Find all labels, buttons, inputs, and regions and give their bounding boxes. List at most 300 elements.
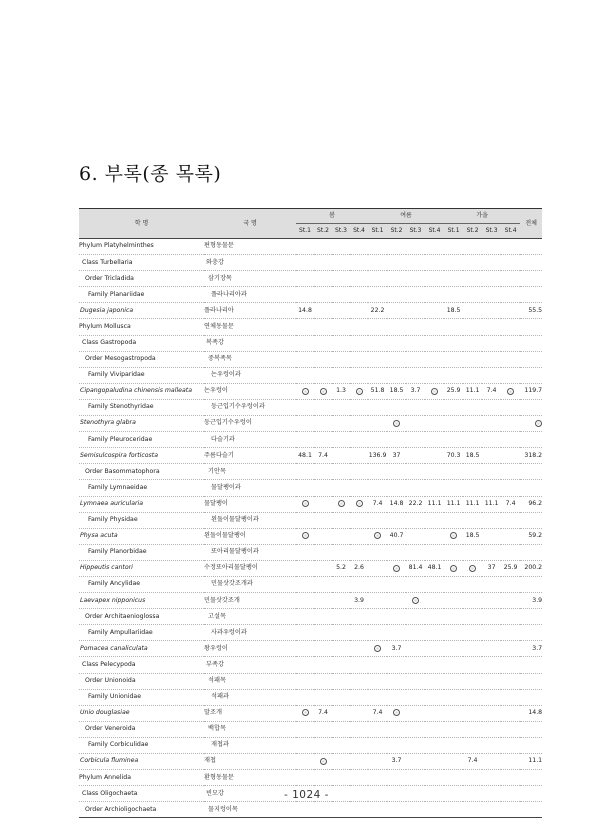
- station-value: [332, 641, 350, 657]
- taxon-row: [79, 432, 542, 448]
- station-value: [501, 705, 520, 721]
- station-value: [350, 754, 368, 770]
- total-value: [520, 239, 542, 255]
- station-value: [314, 383, 332, 399]
- station-value: [332, 657, 350, 673]
- station-value: [406, 399, 425, 415]
- station-value: [350, 737, 368, 753]
- header-station: St.4: [425, 224, 444, 239]
- total-value: [520, 737, 542, 753]
- station-value: [332, 673, 350, 689]
- station-value: [482, 544, 501, 560]
- header-scientific-name: 학 명: [79, 209, 204, 239]
- station-value: [296, 271, 314, 287]
- station-value: 18.5: [463, 528, 482, 544]
- korean-name: 와충강: [204, 255, 296, 271]
- station-value: 7.4: [368, 496, 387, 512]
- station-value: [387, 416, 406, 432]
- station-value: [463, 625, 482, 641]
- station-value: [463, 641, 482, 657]
- header-station: St.1: [296, 224, 314, 239]
- station-value: 25.9: [501, 560, 520, 576]
- station-value: [387, 319, 406, 335]
- station-value: [368, 593, 387, 609]
- station-value: [314, 737, 332, 753]
- station-value: 70.3: [444, 448, 463, 464]
- station-value: [368, 512, 387, 528]
- taxon-row: [79, 464, 542, 480]
- station-value: [406, 528, 425, 544]
- total-value: [520, 367, 542, 383]
- korean-name: 백합목: [204, 721, 296, 737]
- station-value: [425, 464, 444, 480]
- station-value: [350, 528, 368, 544]
- station-value: [296, 480, 314, 496]
- station-value: 11.1: [482, 496, 501, 512]
- taxon-row: [79, 673, 542, 689]
- presence-marker-icon: [393, 420, 400, 427]
- total-value: 14.8: [520, 705, 542, 721]
- station-value: [406, 480, 425, 496]
- scientific-name: Phylum Annelida: [79, 770, 204, 786]
- station-value: [368, 480, 387, 496]
- station-value: [350, 512, 368, 528]
- station-value: [314, 544, 332, 560]
- taxon-row: [79, 737, 542, 753]
- total-value: 11.1: [520, 754, 542, 770]
- scientific-name: Phylum Mollusca: [79, 319, 204, 335]
- station-value: [314, 593, 332, 609]
- station-value: [296, 560, 314, 576]
- station-value: [463, 673, 482, 689]
- total-value: [520, 480, 542, 496]
- station-value: [425, 625, 444, 641]
- korean-name: 중복족목: [204, 351, 296, 367]
- station-value: [314, 464, 332, 480]
- scientific-name: Dugesia japonica: [79, 303, 204, 319]
- station-value: [387, 255, 406, 271]
- station-value: [425, 287, 444, 303]
- total-value: [520, 399, 542, 415]
- station-value: [368, 271, 387, 287]
- station-value: [332, 351, 350, 367]
- station-value: [350, 689, 368, 705]
- korean-name: 석패목: [204, 673, 296, 689]
- total-value: 3.7: [520, 641, 542, 657]
- station-value: [482, 802, 501, 818]
- station-value: [332, 754, 350, 770]
- scientific-name: Stenothyra glabra: [79, 416, 204, 432]
- station-value: [296, 721, 314, 737]
- scientific-name: Lymnaea auricularia: [79, 496, 204, 512]
- station-value: [406, 367, 425, 383]
- station-value: 40.7: [387, 528, 406, 544]
- station-value: [314, 673, 332, 689]
- station-value: [501, 416, 520, 432]
- station-value: [425, 367, 444, 383]
- station-value: [350, 239, 368, 255]
- station-value: [444, 432, 463, 448]
- section-title: 6. 부록(종 목록): [79, 163, 222, 185]
- station-value: [368, 255, 387, 271]
- station-value: [482, 609, 501, 625]
- station-value: [425, 754, 444, 770]
- station-value: [444, 593, 463, 609]
- station-value: 136.9: [368, 448, 387, 464]
- station-value: [406, 593, 425, 609]
- station-value: 22.2: [406, 496, 425, 512]
- station-value: [296, 641, 314, 657]
- station-value: [296, 464, 314, 480]
- station-value: [406, 448, 425, 464]
- station-value: [368, 544, 387, 560]
- station-value: 11.1: [463, 496, 482, 512]
- station-value: [296, 239, 314, 255]
- station-value: [314, 721, 332, 737]
- station-value: [444, 754, 463, 770]
- presence-marker-icon: [393, 565, 400, 572]
- station-value: [350, 464, 368, 480]
- station-value: 48.1: [425, 560, 444, 576]
- station-value: [463, 609, 482, 625]
- scientific-name: Order Architaenioglossa: [79, 609, 204, 625]
- station-value: [296, 625, 314, 641]
- station-value: [350, 802, 368, 818]
- station-value: [296, 432, 314, 448]
- korean-name: 수정또아리물달팽이: [204, 560, 296, 576]
- station-value: [314, 625, 332, 641]
- korean-name: 환형동물문: [204, 770, 296, 786]
- station-value: [350, 496, 368, 512]
- station-value: [350, 303, 368, 319]
- station-value: [332, 480, 350, 496]
- station-value: [387, 593, 406, 609]
- station-value: [463, 770, 482, 786]
- station-value: [463, 271, 482, 287]
- station-value: [444, 416, 463, 432]
- presence-marker-icon: [338, 500, 345, 507]
- station-value: [314, 689, 332, 705]
- station-value: [296, 689, 314, 705]
- station-value: [482, 287, 501, 303]
- station-value: [482, 754, 501, 770]
- station-value: [332, 255, 350, 271]
- station-value: [406, 657, 425, 673]
- total-value: 55.5: [520, 303, 542, 319]
- station-value: [350, 448, 368, 464]
- total-value: [520, 432, 542, 448]
- station-value: [463, 287, 482, 303]
- station-value: 18.5: [463, 448, 482, 464]
- station-value: [296, 705, 314, 721]
- station-value: [350, 544, 368, 560]
- presence-marker-icon: [320, 758, 327, 765]
- station-value: 3.7: [387, 641, 406, 657]
- station-value: [387, 721, 406, 737]
- header-korean-name: 국 명: [204, 209, 296, 239]
- station-value: 18.5: [387, 383, 406, 399]
- korean-name: 왼돌이물달팽이과: [204, 512, 296, 528]
- station-value: 11.1: [425, 496, 444, 512]
- station-value: [482, 255, 501, 271]
- station-value: [332, 416, 350, 432]
- station-value: [463, 721, 482, 737]
- station-value: [425, 335, 444, 351]
- station-value: [406, 754, 425, 770]
- total-value: [520, 416, 542, 432]
- station-value: [406, 641, 425, 657]
- station-value: [444, 335, 463, 351]
- total-value: [520, 271, 542, 287]
- station-value: [463, 416, 482, 432]
- station-value: [463, 351, 482, 367]
- station-value: [350, 770, 368, 786]
- station-value: [482, 512, 501, 528]
- station-value: [463, 705, 482, 721]
- total-value: [520, 657, 542, 673]
- station-value: [482, 335, 501, 351]
- presence-marker-icon: [374, 532, 381, 539]
- station-value: 5.2: [332, 560, 350, 576]
- station-value: [314, 303, 332, 319]
- station-value: [314, 609, 332, 625]
- scientific-name: Order Veneroida: [79, 721, 204, 737]
- station-value: [482, 351, 501, 367]
- species-row: [79, 496, 542, 512]
- table-body: [79, 239, 542, 818]
- station-value: [332, 271, 350, 287]
- presence-marker-icon: [450, 565, 457, 572]
- station-value: [368, 673, 387, 689]
- station-value: [368, 802, 387, 818]
- presence-marker-icon: [469, 565, 476, 572]
- page-number: - 1024 -: [284, 789, 329, 801]
- presence-marker-icon: [431, 388, 438, 395]
- header-station: St.1: [368, 224, 387, 239]
- station-value: [296, 673, 314, 689]
- taxon-row: [79, 287, 542, 303]
- station-value: [314, 576, 332, 592]
- station-value: [444, 287, 463, 303]
- station-value: [463, 576, 482, 592]
- scientific-name: Family Planorbidae: [79, 544, 204, 560]
- presence-marker-icon: [302, 532, 309, 539]
- station-value: [406, 544, 425, 560]
- station-value: [482, 593, 501, 609]
- station-value: [368, 367, 387, 383]
- station-value: [482, 770, 501, 786]
- korean-name: 민물삿갓조개과: [204, 576, 296, 592]
- station-value: [332, 721, 350, 737]
- station-value: [444, 239, 463, 255]
- scientific-name: Family Planariidae: [79, 287, 204, 303]
- total-value: 96.2: [520, 496, 542, 512]
- station-value: [444, 544, 463, 560]
- species-row: [79, 754, 542, 770]
- station-value: [425, 689, 444, 705]
- station-value: [350, 625, 368, 641]
- total-value: [520, 464, 542, 480]
- station-value: [314, 802, 332, 818]
- korean-name: 고설목: [204, 609, 296, 625]
- header-station: St.2: [463, 224, 482, 239]
- station-value: [296, 399, 314, 415]
- station-value: [332, 496, 350, 512]
- station-value: [314, 657, 332, 673]
- station-value: [314, 416, 332, 432]
- station-value: [444, 560, 463, 576]
- station-value: [482, 432, 501, 448]
- station-value: [314, 319, 332, 335]
- korean-name: 민물삿갓조개: [204, 593, 296, 609]
- taxon-row: [79, 351, 542, 367]
- station-value: [501, 367, 520, 383]
- korean-name: 부족강: [204, 657, 296, 673]
- station-value: [350, 255, 368, 271]
- station-value: 7.4: [314, 448, 332, 464]
- station-value: 11.1: [444, 496, 463, 512]
- header-station: St.2: [387, 224, 406, 239]
- taxon-row: [79, 576, 542, 592]
- total-value: 119.7: [520, 383, 542, 399]
- station-value: [314, 399, 332, 415]
- total-value: [520, 802, 542, 818]
- station-value: [350, 335, 368, 351]
- station-value: [296, 255, 314, 271]
- total-value: [520, 512, 542, 528]
- scientific-name: Corbicula fluminea: [79, 754, 204, 770]
- station-value: [296, 754, 314, 770]
- station-value: [332, 303, 350, 319]
- station-value: [425, 528, 444, 544]
- station-value: [501, 303, 520, 319]
- station-value: [314, 560, 332, 576]
- station-value: [463, 432, 482, 448]
- taxon-row: [79, 657, 542, 673]
- station-value: 22.2: [368, 303, 387, 319]
- station-value: [387, 802, 406, 818]
- station-value: [332, 448, 350, 464]
- station-value: [314, 512, 332, 528]
- total-value: [520, 544, 542, 560]
- station-value: [350, 673, 368, 689]
- station-value: [425, 721, 444, 737]
- station-value: [425, 480, 444, 496]
- station-value: [314, 287, 332, 303]
- taxon-row: [79, 544, 542, 560]
- korean-name: 플라나리아과: [204, 287, 296, 303]
- station-value: [332, 287, 350, 303]
- station-value: [314, 432, 332, 448]
- station-value: [387, 576, 406, 592]
- station-value: [406, 609, 425, 625]
- korean-name: 또아리물달팽이과: [204, 544, 296, 560]
- taxon-row: [79, 625, 542, 641]
- station-value: [425, 271, 444, 287]
- station-value: [444, 512, 463, 528]
- station-value: [501, 737, 520, 753]
- korean-name: 사과우렁이과: [204, 625, 296, 641]
- station-value: [425, 416, 444, 432]
- scientific-name: Phylum Platyhelminthes: [79, 239, 204, 255]
- station-value: 18.5: [444, 303, 463, 319]
- scientific-name: Laevapex nipponicus: [79, 593, 204, 609]
- presence-marker-icon: [356, 500, 363, 507]
- station-value: [350, 399, 368, 415]
- station-value: [387, 432, 406, 448]
- station-value: [387, 737, 406, 753]
- station-value: [332, 625, 350, 641]
- station-value: [387, 560, 406, 576]
- station-value: [425, 432, 444, 448]
- station-value: [332, 689, 350, 705]
- station-value: [406, 689, 425, 705]
- station-value: [425, 544, 444, 560]
- station-value: [332, 464, 350, 480]
- station-value: [425, 351, 444, 367]
- station-value: [368, 351, 387, 367]
- station-value: [314, 351, 332, 367]
- korean-name: 재첩: [204, 754, 296, 770]
- station-value: [332, 367, 350, 383]
- station-value: [350, 416, 368, 432]
- station-value: [350, 383, 368, 399]
- station-value: [296, 383, 314, 399]
- station-value: [406, 255, 425, 271]
- species-row: [79, 593, 542, 609]
- station-value: [387, 480, 406, 496]
- station-value: [444, 802, 463, 818]
- station-value: [387, 625, 406, 641]
- station-value: [482, 528, 501, 544]
- station-value: [501, 319, 520, 335]
- station-value: 7.4: [501, 496, 520, 512]
- station-value: [296, 496, 314, 512]
- station-value: [368, 464, 387, 480]
- korean-name: 복족강: [204, 335, 296, 351]
- station-value: [425, 512, 444, 528]
- korean-name: 재첩과: [204, 737, 296, 753]
- station-value: [350, 705, 368, 721]
- station-value: [387, 673, 406, 689]
- station-value: [444, 673, 463, 689]
- station-value: [314, 480, 332, 496]
- total-value: [520, 351, 542, 367]
- station-value: [425, 593, 444, 609]
- station-value: 11.1: [463, 383, 482, 399]
- station-value: [406, 432, 425, 448]
- station-value: [463, 689, 482, 705]
- station-value: [368, 399, 387, 415]
- station-value: [368, 239, 387, 255]
- station-value: [501, 609, 520, 625]
- station-value: [501, 399, 520, 415]
- station-value: [444, 641, 463, 657]
- species-row: [79, 641, 542, 657]
- scientific-name: Family Lymnaeidae: [79, 480, 204, 496]
- korean-name: 연체동물문: [204, 319, 296, 335]
- table-header: [79, 209, 542, 239]
- presence-marker-icon: [356, 388, 363, 395]
- station-value: [387, 271, 406, 287]
- station-value: [425, 802, 444, 818]
- station-value: [501, 239, 520, 255]
- header-total: 전체: [520, 209, 542, 239]
- station-value: 14.8: [387, 496, 406, 512]
- station-value: [444, 367, 463, 383]
- scientific-name: Family Ancylidae: [79, 576, 204, 592]
- station-value: [387, 367, 406, 383]
